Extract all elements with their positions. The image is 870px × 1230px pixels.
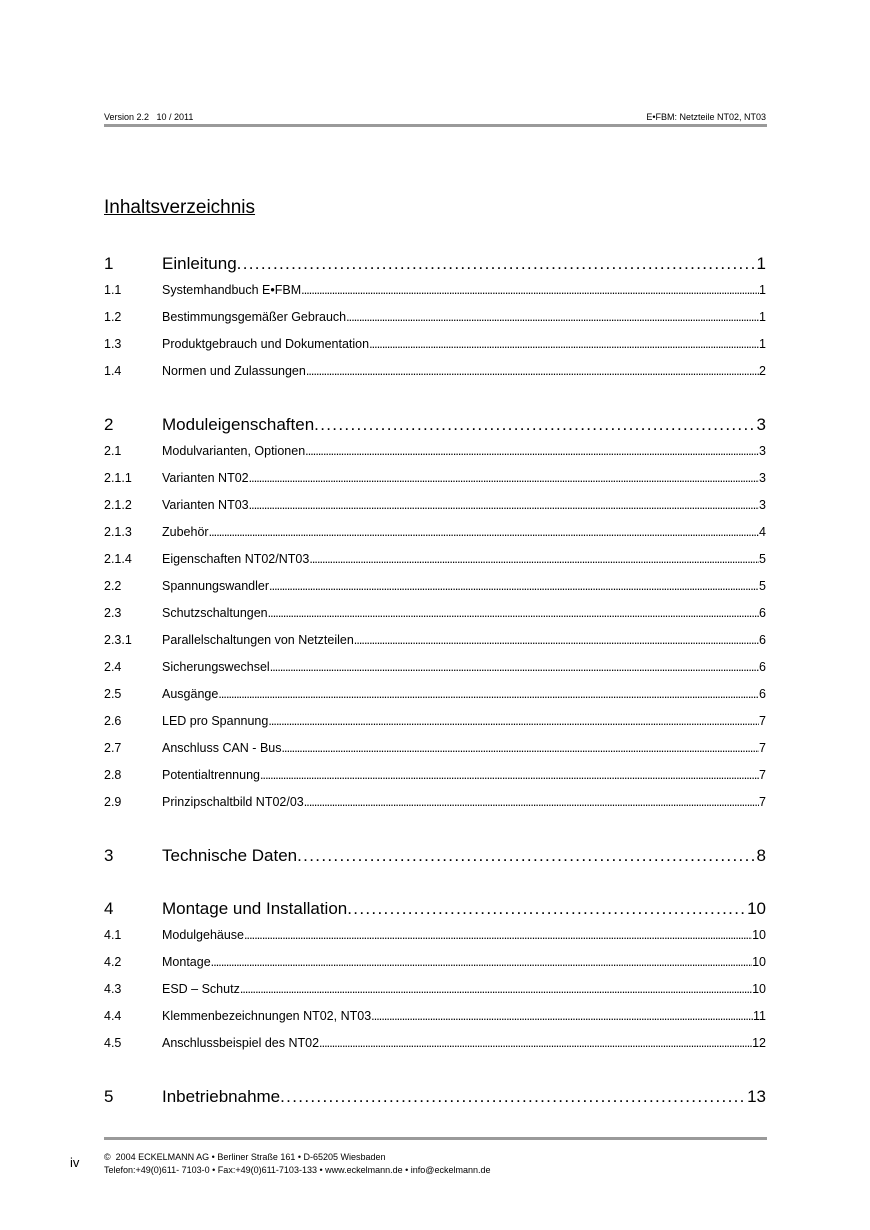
- toc-leader: [304, 789, 759, 816]
- toc-number: 4: [104, 899, 114, 918]
- toc-page: 7: [759, 741, 766, 755]
- toc-entry[interactable]: [104, 842, 766, 869]
- toc-page: 10: [752, 982, 766, 996]
- toc-number: 1.4: [104, 364, 122, 378]
- page-title: Inhaltsverzeichnis: [104, 197, 256, 218]
- toc-label: LED pro Spannung: [162, 714, 269, 728]
- toc-leader: [218, 681, 759, 708]
- toc-label: Inbetriebnahme: [162, 1087, 281, 1106]
- toc-leader: [297, 842, 756, 869]
- toc-number: 2.3.1: [104, 633, 132, 647]
- header-rule: [104, 124, 767, 127]
- toc-page: 13: [747, 1087, 766, 1106]
- toc-entry[interactable]: [104, 600, 766, 627]
- toc-label: Moduleigenschaften: [162, 415, 315, 434]
- toc-label: ESD – Schutz: [162, 982, 240, 996]
- toc-leader: [371, 1003, 753, 1030]
- toc-entry[interactable]: [104, 949, 766, 976]
- toc-number: 3: [104, 846, 114, 865]
- toc-leader: [270, 654, 759, 681]
- toc-leader: [268, 708, 759, 735]
- header-version: Version 2.2 10 / 2011: [104, 112, 194, 122]
- toc-page: 3: [759, 498, 766, 512]
- toc-entry[interactable]: [104, 465, 766, 492]
- toc-label: Potentialtrennung: [162, 768, 260, 782]
- toc-leader: [369, 331, 759, 358]
- toc-page: 3: [756, 415, 766, 434]
- toc-number: 2.7: [104, 741, 122, 755]
- toc-entry[interactable]: [104, 762, 766, 789]
- toc-number: 1.2: [104, 310, 122, 324]
- toc-page: 6: [759, 633, 766, 647]
- toc-number: 2.9: [104, 795, 122, 809]
- toc-leader: [249, 465, 759, 492]
- toc-number: 4.2: [104, 955, 122, 969]
- toc-number: 2.1.3: [104, 525, 132, 539]
- toc-entry[interactable]: [104, 708, 766, 735]
- toc-entry[interactable]: [104, 789, 766, 816]
- toc-page: 12: [752, 1036, 766, 1050]
- toc-label: Technische Daten: [162, 846, 298, 865]
- page-header: [104, 112, 766, 122]
- toc-entry[interactable]: [104, 681, 766, 708]
- toc-page: 6: [759, 687, 766, 701]
- toc-page: 3: [759, 471, 766, 485]
- toc-number: 2.1.2: [104, 498, 132, 512]
- toc-label: Einleitung: [162, 254, 237, 273]
- toc-label: Modulvarianten, Optionen: [162, 444, 306, 458]
- toc-entry[interactable]: [104, 331, 766, 358]
- toc-label: Anschluss CAN - Bus: [162, 741, 282, 755]
- toc-entry[interactable]: [104, 654, 766, 681]
- page-footer: [104, 1151, 490, 1177]
- toc-number: 4.4: [104, 1009, 122, 1023]
- toc-page: 10: [747, 899, 766, 918]
- toc-label: Systemhandbuch E•FBM: [162, 283, 302, 297]
- toc-leader: [269, 573, 759, 600]
- toc-entry[interactable]: [104, 277, 766, 304]
- toc-label: Sicherungswechsel: [162, 660, 270, 674]
- toc-entry[interactable]: [104, 895, 766, 922]
- toc-page: 6: [759, 660, 766, 674]
- toc-leader: [314, 411, 756, 438]
- toc-label: Ausgänge: [162, 687, 219, 701]
- toc-number: 2.4: [104, 660, 122, 674]
- toc-number: 2.8: [104, 768, 122, 782]
- toc-label: Modulgehäuse: [162, 928, 245, 942]
- toc-label: Spannungswandler: [162, 579, 270, 593]
- toc-leader: [319, 1030, 752, 1057]
- toc-number: 1: [104, 254, 114, 273]
- toc-entry[interactable]: [104, 411, 766, 438]
- page-number: iv: [70, 1155, 80, 1170]
- toc-label: Klemmenbezeichnungen NT02, NT03: [162, 1009, 372, 1023]
- toc-entry[interactable]: [104, 438, 766, 465]
- toc-page: 5: [759, 552, 766, 566]
- toc-page: 8: [756, 846, 766, 865]
- toc-page: 7: [759, 795, 766, 809]
- toc-page: 1: [756, 254, 766, 273]
- toc-number: 1.1: [104, 283, 122, 297]
- toc-page: 1: [759, 337, 766, 351]
- toc-label: Bestimmungsgemäßer Gebrauch: [162, 310, 347, 324]
- toc-page: 4: [759, 525, 766, 539]
- toc-label: Varianten NT02: [162, 471, 249, 485]
- table-of-contents: [104, 250, 766, 1110]
- toc-number: 4.5: [104, 1036, 122, 1050]
- toc-entry[interactable]: [104, 358, 766, 385]
- toc-entry[interactable]: [104, 1003, 766, 1030]
- toc-number: 1.3: [104, 337, 122, 351]
- toc-label: Normen und Zulassungen: [162, 364, 306, 378]
- toc-entry[interactable]: [104, 573, 766, 600]
- toc-entry[interactable]: [104, 492, 766, 519]
- toc-number: 2.1.1: [104, 471, 132, 485]
- toc-page: 7: [759, 714, 766, 728]
- toc-entry[interactable]: [104, 250, 766, 277]
- header-document-title: E•FBM: Netzteile NT02, NT03: [646, 112, 766, 122]
- toc-label: Zubehör: [162, 525, 209, 539]
- toc-label: Schutzschaltungen: [162, 606, 268, 620]
- toc-page: 5: [759, 579, 766, 593]
- toc-number: 2.1: [104, 444, 122, 458]
- toc-leader: [237, 250, 757, 277]
- toc-page: 2: [759, 364, 766, 378]
- toc-leader: [301, 277, 759, 304]
- toc-leader: [306, 358, 759, 385]
- toc-label: Eigenschaften NT02/NT03: [162, 552, 310, 566]
- toc-page: 10: [752, 928, 766, 942]
- toc-leader: [305, 438, 759, 465]
- footer-contact: Telefon:+49(0)611- 7103-0 • Fax:+49(0)611-7103-133 • www.eckelmann.de • info@eckelmann.de: [104, 1165, 491, 1175]
- toc-label: Produktgebrauch und Dokumentation: [162, 337, 370, 351]
- toc-number: 4.3: [104, 982, 122, 996]
- toc-number: 4.1: [104, 928, 122, 942]
- toc-label: Montage: [162, 955, 211, 969]
- toc-leader: [309, 546, 759, 573]
- toc-leader: [346, 304, 759, 331]
- toc-label: Montage und Installation: [162, 899, 348, 918]
- toc-number: 2.1.4: [104, 552, 132, 566]
- footer-rule: [104, 1137, 767, 1140]
- toc-entry[interactable]: [104, 304, 766, 331]
- toc-page: 6: [759, 606, 766, 620]
- toc-label: Parallelschaltungen von Netzteilen: [162, 633, 354, 647]
- toc-number: 2.5: [104, 687, 122, 701]
- toc-page: 3: [759, 444, 766, 458]
- toc-label: Prinzipschaltbild NT02/03: [162, 795, 304, 809]
- toc-page: 7: [759, 768, 766, 782]
- toc-leader: [268, 600, 759, 627]
- toc-page: 1: [759, 310, 766, 324]
- toc-label: Anschlussbeispiel des NT02: [162, 1036, 320, 1050]
- toc-number: 2.3: [104, 606, 122, 620]
- toc-leader: [209, 519, 759, 546]
- toc-entry[interactable]: [104, 1030, 766, 1057]
- toc-leader: [280, 1083, 747, 1110]
- toc-page: 10: [752, 955, 766, 969]
- toc-leader: [281, 735, 759, 762]
- toc-entry[interactable]: [104, 627, 766, 654]
- toc-number: 2: [104, 415, 114, 434]
- toc-page: 1: [759, 283, 766, 297]
- toc-entry[interactable]: [104, 976, 766, 1003]
- toc-label: Varianten NT03: [162, 498, 249, 512]
- toc-entry[interactable]: [104, 922, 766, 949]
- toc-leader: [260, 762, 759, 789]
- toc-number: 2.6: [104, 714, 122, 728]
- toc-leader: [244, 922, 752, 949]
- toc-entry[interactable]: [104, 735, 766, 762]
- toc-entry[interactable]: [104, 519, 766, 546]
- footer-address: © 2004 ECKELMANN AG • Berliner Straße 161 • D-65205 Wiesbaden: [104, 1152, 386, 1162]
- toc-entry[interactable]: [104, 1083, 766, 1110]
- toc-page: 11: [753, 1009, 766, 1023]
- toc-leader: [240, 976, 752, 1003]
- toc-number: 2.2: [104, 579, 122, 593]
- toc-number: 5: [104, 1087, 114, 1106]
- toc-leader: [249, 492, 759, 519]
- toc-leader: [347, 895, 747, 922]
- toc-entry[interactable]: [104, 546, 766, 573]
- toc-leader: [211, 949, 752, 976]
- toc-leader: [354, 627, 759, 654]
